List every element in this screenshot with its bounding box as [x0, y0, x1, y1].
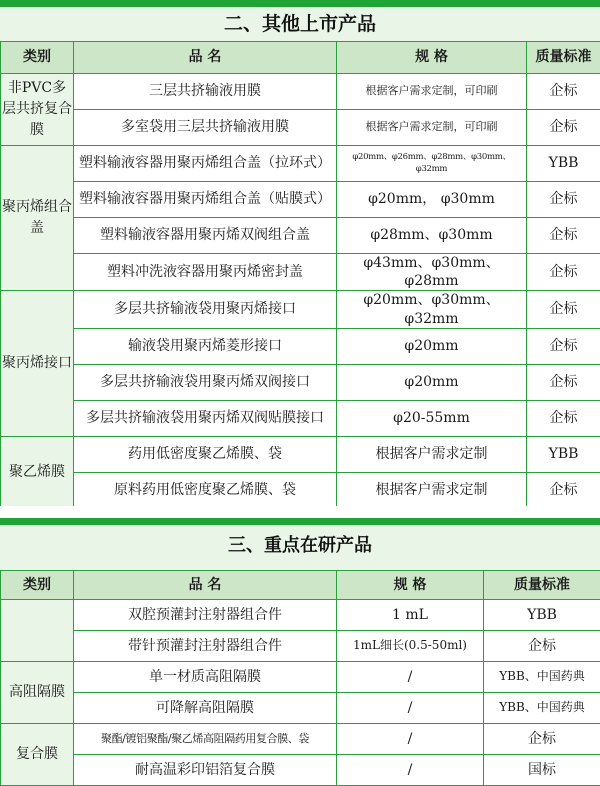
product-spec: / — [337, 693, 484, 724]
table-row — [1, 472, 600, 508]
table-row — [1, 218, 600, 254]
product-name: 耐高温彩印铝箔复合膜 — [74, 755, 337, 786]
product-spec: φ43mm、φ30mm、φ28mm — [337, 254, 527, 291]
product-standard: 企标 — [527, 400, 600, 436]
product-name: 聚酯/镀铝聚酯/聚乙烯高阻隔药用复合膜、袋 — [74, 724, 337, 755]
product-spec: φ20mm — [337, 364, 527, 400]
table-row — [1, 662, 600, 693]
product-name: 原料药用低密度聚乙烯膜、袋 — [74, 472, 337, 508]
product-name: 多层共挤输液袋用聚丙烯双阀贴膜接口 — [74, 400, 337, 436]
product-name: 双腔预灌封注射器组合件 — [74, 600, 337, 631]
product-standard: 企标 — [527, 364, 600, 400]
product-standard: 企标 — [484, 724, 600, 755]
product-spec: 1 mL — [337, 600, 484, 631]
product-spec: / — [337, 662, 484, 693]
header-standard: 质量标准 — [484, 571, 600, 600]
table-row — [1, 693, 600, 724]
product-standard: 企标 — [527, 328, 600, 364]
table-row — [1, 400, 600, 436]
section-divider — [0, 506, 600, 518]
section2-panel — [0, 0, 600, 41]
product-spec: 1mL细长(0.5-50ml) — [337, 631, 484, 662]
product-name: 单一材质高阻隔膜 — [74, 662, 337, 693]
header-name: 品 名 — [74, 42, 337, 74]
product-spec: φ20mm — [337, 328, 527, 364]
product-spec: 根据客户需求定制，可印刷 — [337, 110, 527, 146]
section3-title: 三、重点在研产品 — [0, 525, 600, 567]
table-row — [1, 436, 600, 472]
product-spec: φ20mm， φ30mm — [337, 182, 527, 218]
table-row — [1, 600, 600, 631]
product-name: 可降解高阻隔膜 — [74, 693, 337, 724]
product-name: 多室袋用三层共挤输液用膜 — [74, 110, 337, 146]
product-standard: 企标 — [527, 218, 600, 254]
header-name: 品 名 — [74, 571, 337, 600]
product-name: 塑料输液容器用聚丙烯组合盖（拉环式） — [74, 146, 337, 182]
section3-table — [0, 570, 600, 786]
product-name: 塑料冲洗液容器用聚丙烯密封盖 — [74, 254, 337, 291]
product-spec: φ20mm、φ30mm、φ32mm — [337, 291, 527, 328]
product-standard: 企标 — [484, 631, 600, 662]
product-name: 三层共挤输液用膜 — [74, 74, 337, 110]
header-standard: 质量标准 — [527, 42, 600, 74]
table-row — [1, 182, 600, 218]
product-spec: 根据客户需求定制 — [337, 472, 527, 508]
product-name: 多层共挤输液袋用聚丙烯双阀接口 — [74, 364, 337, 400]
product-standard: YBB、中国药典 — [484, 693, 600, 724]
table-row — [1, 631, 600, 662]
category-cell: 非PVC多层共挤复合膜 — [1, 74, 74, 146]
product-name: 塑料输液容器用聚丙烯组合盖（贴膜式） — [74, 182, 337, 218]
product-name: 多层共挤输液袋用聚丙烯接口 — [74, 291, 337, 328]
product-spec: 根据客户需求定制，可印刷 — [337, 74, 527, 110]
product-standard: YBB — [527, 146, 600, 182]
product-standard: YBB、中国药典 — [484, 662, 600, 693]
product-spec: φ20mm、φ26mm、φ28mm、φ30mm、φ32mm — [337, 146, 527, 182]
category-cell: 复合膜 — [1, 724, 74, 786]
table-row — [1, 110, 600, 146]
section2-title: 二、其他上市产品 — [0, 7, 600, 41]
product-name: 带针预灌封注射器组合件 — [74, 631, 337, 662]
product-spec: 根据客户需求定制 — [337, 436, 527, 472]
product-standard: 企标 — [527, 291, 600, 328]
product-spec: / — [337, 755, 484, 786]
section2-table — [0, 41, 600, 509]
category-cell: 聚丙烯接口 — [1, 291, 74, 436]
header-spec: 规 格 — [337, 571, 484, 600]
product-spec: / — [337, 724, 484, 755]
table-row — [1, 291, 600, 328]
product-spec: φ28mm、φ30mm — [337, 218, 527, 254]
table-row — [1, 755, 600, 786]
table-row — [1, 724, 600, 755]
section3-panel — [0, 518, 600, 570]
product-standard: 企标 — [527, 182, 600, 218]
table-row — [1, 328, 600, 364]
product-standard: 国标 — [484, 755, 600, 786]
table-row — [1, 74, 600, 110]
product-spec: φ20-55mm — [337, 400, 527, 436]
category-cell — [1, 600, 74, 662]
product-standard: YBB — [484, 600, 600, 631]
header-category: 类别 — [1, 571, 74, 600]
header-category: 类别 — [1, 42, 74, 74]
product-standard: YBB — [527, 436, 600, 472]
category-cell: 高阻隔膜 — [1, 662, 74, 724]
table-row — [1, 146, 600, 182]
product-standard: 企标 — [527, 74, 600, 110]
product-name: 药用低密度聚乙烯膜、袋 — [74, 436, 337, 472]
category-cell: 聚乙烯膜 — [1, 436, 74, 508]
product-name: 输液袋用聚丙烯菱形接口 — [74, 328, 337, 364]
header-spec: 规 格 — [337, 42, 527, 74]
product-standard: 企标 — [527, 472, 600, 508]
category-cell: 聚丙烯组合盖 — [1, 146, 74, 291]
product-name: 塑料输液容器用聚丙烯双阀组合盖 — [74, 218, 337, 254]
product-standard: 企标 — [527, 254, 600, 291]
table-row — [1, 254, 600, 291]
table-row — [1, 364, 600, 400]
product-standard: 企标 — [527, 110, 600, 146]
